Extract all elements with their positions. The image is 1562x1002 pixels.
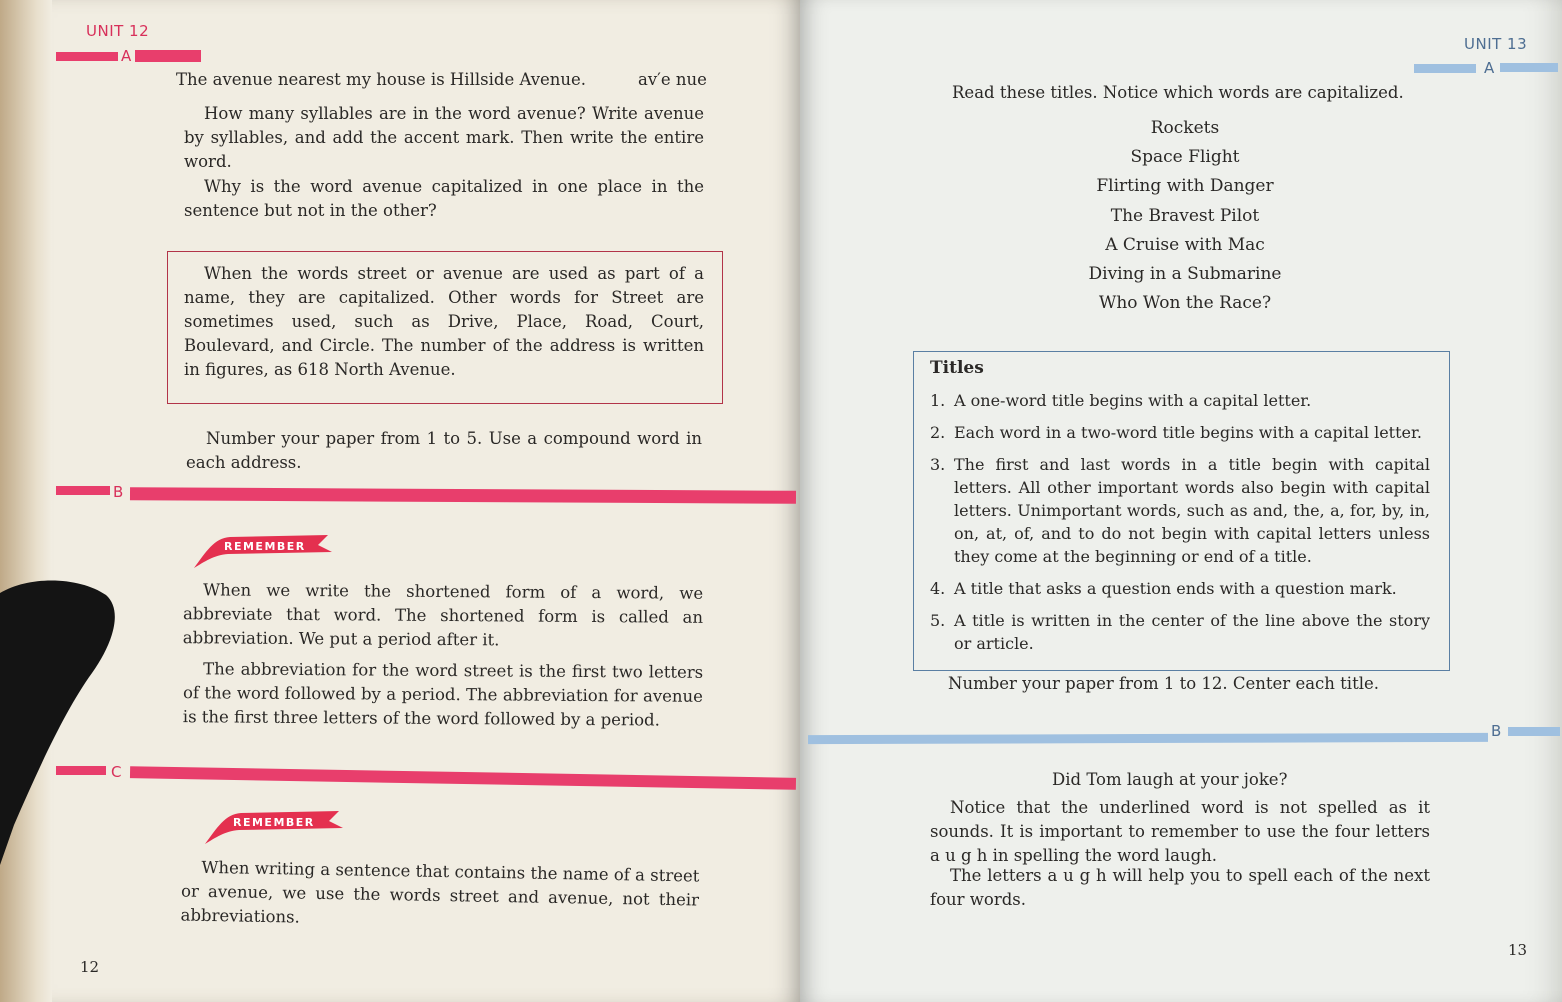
rule-number: 1.: [930, 391, 946, 410]
intro: Read these titles. Notice which words are capitalized.: [952, 83, 1404, 102]
remember-label: REMEMBER: [233, 816, 315, 829]
rule-text: A one-word title begins with a capital letter.: [954, 391, 1312, 410]
section-bar: [1500, 63, 1558, 72]
rule-number: 5.: [930, 611, 946, 630]
page-number: 12: [80, 958, 100, 976]
rule-item: [930, 453, 1430, 568]
section-bar: [808, 733, 1488, 744]
thumb-shadow: [0, 575, 118, 865]
question-syllables: How many syllables are in the word avenue? Write avenue by syllables, and add the accent mark. Then write the entire word.: [184, 104, 704, 171]
titles-list: [1030, 114, 1340, 318]
unit-label: UNIT 13: [1464, 35, 1528, 53]
remember-b-paragraph-1: When we write the shortened form of a word, we abbreviate that word. The shortened form is called an abbreviation. We put a period after it.: [182, 580, 704, 650]
rule-text: Each word in a two-word title begins with a capital letter.: [954, 423, 1422, 442]
rule-text: The first and last words in a title begin with capital letters. All other important words also begin with capital letters. Unimportant words, such as and, the, a, for, by, in, on, at, of, and to do not begin with capital letters unless they come at the beginning or end of a title.: [954, 455, 1430, 566]
section-bar: [56, 52, 118, 61]
rule-number: 2.: [930, 423, 946, 442]
section-bar: [130, 487, 796, 503]
title-item: The Bravest Pilot: [1110, 205, 1260, 226]
remember-b-paragraph-2: The abbreviation for the word street is the first two letters of the word followed by a period. The abbreviation for avenue is the first three letters of the word followed by a period.: [182, 659, 704, 730]
page-number: 13: [1508, 941, 1528, 959]
rule-item: [930, 389, 1430, 412]
rule-number: 4.: [930, 579, 946, 598]
rules-heading: Titles: [930, 358, 984, 378]
rules-list: [930, 389, 1430, 664]
instruction-a: Number your paper from 1 to 5. Use a compound word in each address.: [186, 429, 702, 472]
title-item: Space Flight: [1130, 147, 1240, 168]
title-item: A Cruise with Mac: [1105, 234, 1265, 255]
title-item: Flirting with Danger: [1096, 176, 1274, 197]
section-letter: B: [1491, 722, 1502, 740]
paragraph-b-2: The letters a u g h will help you to spell each of the next four words.: [930, 866, 1430, 909]
rule-text: When the words street or avenue are used as part of a name, they are capitalized. Other words for Street are sometimes used, such as Drive, Place, Road, Court, Boulevard, and Circle. The number of the address is written in figures, as 618 North Avenue.: [184, 264, 704, 379]
section-bar: [1508, 727, 1560, 736]
rule-item: [930, 577, 1430, 600]
rule-text: A title is written in the center of the line above the story or article.: [954, 611, 1430, 653]
remember-banner: [203, 808, 345, 848]
rule-item: [930, 421, 1430, 444]
question-capitalized: Why is the word avenue capitalized in one place in the sentence but not in the other?: [184, 177, 704, 220]
section-bar: [130, 766, 796, 790]
title-item: Who Won the Race?: [1098, 293, 1272, 314]
example-sentence: Did Tom laugh at your joke?: [1052, 770, 1288, 789]
unit-label: UNIT 12: [86, 22, 150, 40]
right-page: [800, 0, 1562, 1002]
section-bar: [56, 486, 110, 495]
rule-box: [167, 251, 723, 404]
titles-rule-box: [913, 351, 1450, 671]
section-letter: A: [121, 47, 132, 65]
instruction-a: Number your paper from 1 to 12. Center each title.: [948, 674, 1379, 693]
rule-item: [930, 609, 1430, 655]
section-bar: [135, 50, 201, 62]
rule-text: A title that asks a question ends with a question mark.: [954, 579, 1397, 598]
remember-label: REMEMBER: [224, 540, 306, 553]
remember-c-paragraph: When writing a sentence that contains the name of a street or avenue, we use the words street and avenue, not their abbreviations.: [180, 857, 700, 927]
title-item: Rockets: [1150, 118, 1220, 138]
section-letter: B: [113, 483, 124, 501]
section-letter: A: [1484, 59, 1495, 77]
remember-banner: [192, 532, 334, 572]
example-sentence: The avenue nearest my house is Hillside Avenue.: [176, 70, 587, 89]
pronunciation: av′e nue: [638, 70, 707, 89]
section-bar: [1414, 64, 1476, 73]
title-item: Diving in a Submarine: [1088, 263, 1282, 284]
section-letter: C: [111, 763, 122, 781]
paragraph-b-1: Notice that the underlined word is not spelled as it sounds. It is important to remember to use the four letters a u g h in spelling the word laugh.: [930, 798, 1430, 865]
rule-number: 3.: [930, 455, 946, 474]
